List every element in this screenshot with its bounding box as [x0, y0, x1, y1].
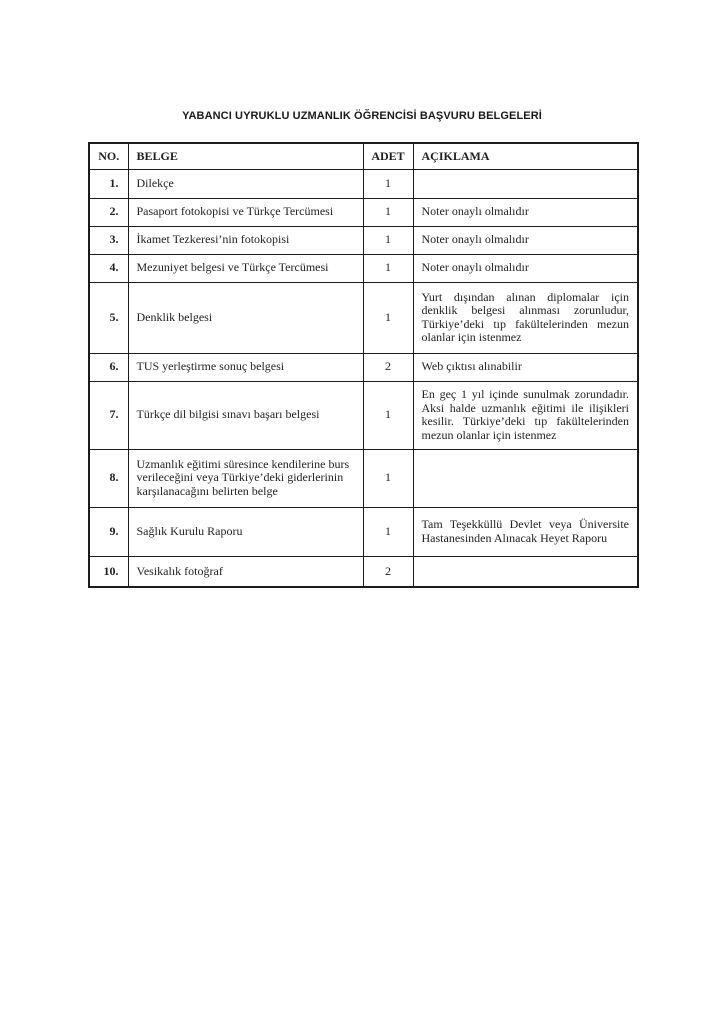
column-header-belge: BELGE	[128, 143, 363, 169]
description-cell	[413, 449, 638, 507]
table-header-row	[89, 143, 638, 169]
application-documents-table	[88, 142, 639, 588]
table-row	[89, 353, 638, 381]
quantity-cell: 2	[363, 353, 413, 381]
document-name-cell: İkamet Tezkeresi’nin fotokopisi	[128, 226, 363, 254]
table-row	[89, 449, 638, 507]
quantity-cell: 1	[363, 282, 413, 353]
description-cell: Noter onaylı olmalıdır	[413, 226, 638, 254]
row-number-cell: 4.	[89, 254, 128, 282]
description-cell: Web çıktısı alınabilir	[413, 353, 638, 381]
page-title: YABANCI UYRUKLU UZMANLIK ÖĞRENCİSİ BAŞVURU BELGELERİ	[182, 110, 542, 122]
description-cell: Noter onaylı olmalıdır	[413, 198, 638, 226]
document-name-cell: Uzmanlık eğitimi süresince kendilerine burs verileceğini veya Türkiye’deki giderlerinin karşılanacağını belirten belge	[128, 449, 363, 507]
quantity-cell: 1	[363, 507, 413, 556]
quantity-cell: 2	[363, 556, 413, 587]
quantity-cell: 1	[363, 198, 413, 226]
row-number-cell: 2.	[89, 198, 128, 226]
document-name-cell: Türkçe dil bilgisi sınavı başarı belgesi	[128, 381, 363, 449]
description-cell: En geç 1 yıl içinde sunulmak zorundadır. Aksi halde uzmanlık eğitimi ile ilişikleri kesilir. Türkiye’deki tıp fakültelerinden mezun olanlar için istenmez	[413, 381, 638, 449]
document-name-cell: Sağlık Kurulu Raporu	[128, 507, 363, 556]
column-header-no: NO.	[89, 143, 128, 169]
description-cell	[413, 169, 638, 198]
table-row	[89, 556, 638, 587]
table-row	[89, 507, 638, 556]
document-name-cell: TUS yerleştirme sonuç belgesi	[128, 353, 363, 381]
quantity-cell: 1	[363, 381, 413, 449]
row-number-cell: 5.	[89, 282, 128, 353]
quantity-cell: 1	[363, 169, 413, 198]
row-number-cell: 7.	[89, 381, 128, 449]
table-row	[89, 282, 638, 353]
quantity-cell: 1	[363, 226, 413, 254]
table-row	[89, 254, 638, 282]
table-row	[89, 169, 638, 198]
description-cell: Noter onaylı olmalıdır	[413, 254, 638, 282]
document-name-cell: Denklik belgesi	[128, 282, 363, 353]
quantity-cell: 1	[363, 254, 413, 282]
description-cell: Yurt dışından alınan diplomalar için denklik belgesi alınması zorunludur, Türkiye’deki tıp fakültelerinden mezun olanlar için istenmez	[413, 282, 638, 353]
row-number-cell: 6.	[89, 353, 128, 381]
description-cell	[413, 556, 638, 587]
row-number-cell: 3.	[89, 226, 128, 254]
row-number-cell: 9.	[89, 507, 128, 556]
document-name-cell: Vesikalık fotoğraf	[128, 556, 363, 587]
document-name-cell: Mezuniyet belgesi ve Türkçe Tercümesi	[128, 254, 363, 282]
description-cell: Tam Teşekküllü Devlet veya Üniversite Hastanesinden Alınacak Heyet Raporu	[413, 507, 638, 556]
row-number-cell: 10.	[89, 556, 128, 587]
document-name-cell: Dilekçe	[128, 169, 363, 198]
document-name-cell: Pasaport fotokopisi ve Türkçe Tercümesi	[128, 198, 363, 226]
row-number-cell: 1.	[89, 169, 128, 198]
table-row	[89, 381, 638, 449]
column-header-adet: ADET	[363, 143, 413, 169]
row-number-cell: 8.	[89, 449, 128, 507]
column-header-aciklama: AÇIKLAMA	[413, 143, 638, 169]
table-row	[89, 226, 638, 254]
quantity-cell: 1	[363, 449, 413, 507]
table-row	[89, 198, 638, 226]
